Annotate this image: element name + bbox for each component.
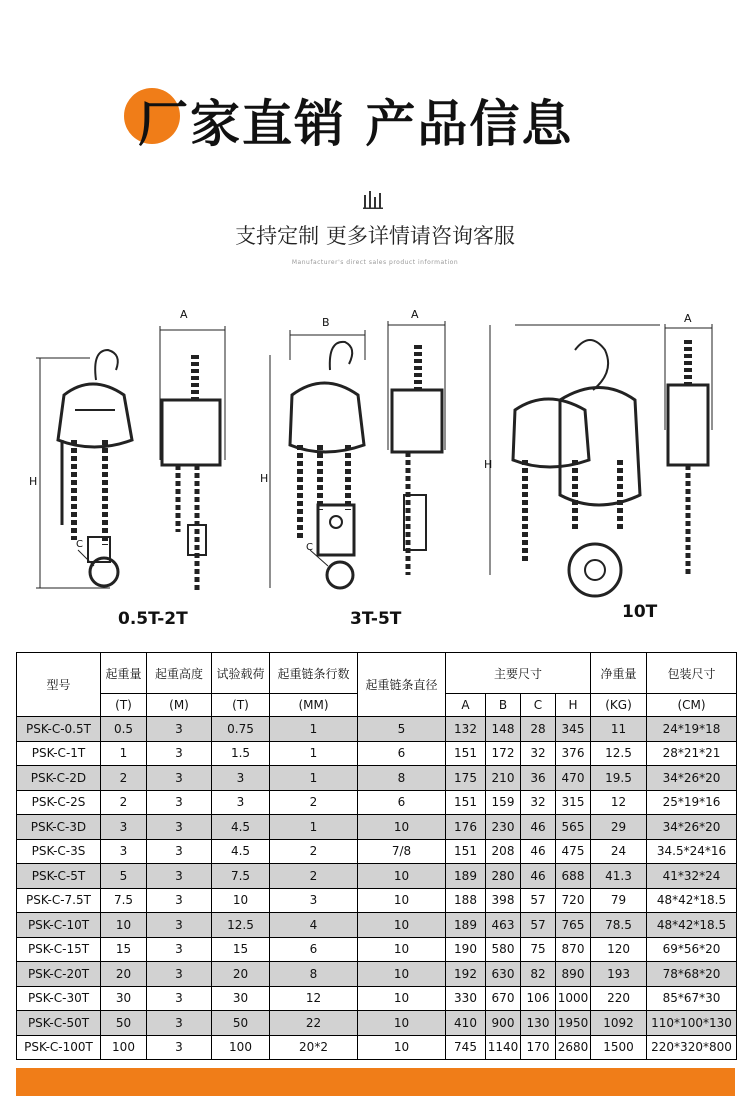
table-cell: 85*67*30 (647, 986, 737, 1011)
table-cell: 565 (556, 815, 591, 840)
table-cell: PSK-C-20T (17, 962, 101, 987)
table-cell: 6 (270, 937, 358, 962)
table-cell: 720 (556, 888, 591, 913)
unit-height: (M) (147, 694, 212, 717)
table-cell: 110*100*130 (647, 1011, 737, 1036)
unit-c: C (521, 694, 556, 717)
table-cell: 745 (446, 1035, 486, 1060)
table-cell: 2 (101, 790, 147, 815)
unit-weight: (KG) (591, 694, 647, 717)
spec-table (16, 652, 737, 1060)
table-cell: 189 (446, 864, 486, 889)
table-cell: 3 (147, 888, 212, 913)
table-cell: 176 (446, 815, 486, 840)
table-cell: 10 (358, 864, 446, 889)
dim-label: A (684, 312, 692, 325)
table-cell: 132 (446, 717, 486, 742)
table-row (17, 839, 737, 864)
table-cell: 3 (147, 913, 212, 938)
dim-label: A (180, 308, 188, 321)
diagram-caption-3: 10T (622, 602, 658, 622)
table-cell: 1092 (591, 1011, 647, 1036)
table-cell: 20 (212, 962, 270, 987)
table-cell: 175 (446, 766, 486, 791)
table-cell: 3 (101, 839, 147, 864)
table-cell: 29 (591, 815, 647, 840)
table-cell: 20 (101, 962, 147, 987)
header-chain-dia: 起重链条直径 (358, 653, 446, 717)
hoist-front-view-2 (270, 330, 365, 588)
table-row (17, 913, 737, 938)
header-chain-lines: 起重链条行数 (270, 653, 358, 694)
table-cell: 148 (486, 717, 521, 742)
table-cell: 3 (270, 888, 358, 913)
table-cell: 280 (486, 864, 521, 889)
table-cell: 3 (147, 1035, 212, 1060)
table-cell: 10 (358, 815, 446, 840)
table-cell: 3 (147, 962, 212, 987)
table-cell: 10 (358, 1035, 446, 1060)
header-weight: 净重量 (591, 653, 647, 694)
table-row (17, 1035, 737, 1060)
hoist-diagrams (0, 300, 750, 645)
page-title: 厂家直销 产品信息 (138, 95, 574, 153)
table-cell: 345 (556, 717, 591, 742)
unit-a: A (446, 694, 486, 717)
table-row (17, 717, 737, 742)
spec-table-body (17, 717, 737, 1060)
table-cell: 470 (556, 766, 591, 791)
unit-pack: (CM) (647, 694, 737, 717)
hoist-front-view-1 (36, 350, 132, 588)
table-cell: 765 (556, 913, 591, 938)
table-cell: 5 (101, 864, 147, 889)
table-cell: 30 (101, 986, 147, 1011)
dim-label: A (411, 308, 419, 321)
table-cell: 376 (556, 741, 591, 766)
table-cell: 7/8 (358, 839, 446, 864)
table-cell: 1500 (591, 1035, 647, 1060)
dim-label: H (484, 458, 493, 471)
table-cell: 7.5 (212, 864, 270, 889)
table-row (17, 815, 737, 840)
table-cell: 1 (270, 766, 358, 791)
header-section (0, 0, 750, 300)
table-row (17, 864, 737, 889)
table-cell: 900 (486, 1011, 521, 1036)
table-cell: PSK-C-2D (17, 766, 101, 791)
dim-label: C (306, 542, 313, 553)
table-cell: PSK-C-3S (17, 839, 101, 864)
table-row (17, 962, 737, 987)
table-cell: 25*19*16 (647, 790, 737, 815)
table-cell: 2 (270, 790, 358, 815)
table-cell: 6 (358, 790, 446, 815)
table-cell: 870 (556, 937, 591, 962)
table-cell: 10 (101, 913, 147, 938)
table-cell: 3 (147, 790, 212, 815)
table-cell: PSK-C-30T (17, 986, 101, 1011)
table-cell: 28 (521, 717, 556, 742)
table-cell: 10 (358, 1011, 446, 1036)
table-cell: 6 (358, 741, 446, 766)
table-cell: 1 (270, 815, 358, 840)
table-cell: 3 (147, 839, 212, 864)
table-cell: 3 (147, 741, 212, 766)
table-cell: 10 (358, 913, 446, 938)
table-cell: 475 (556, 839, 591, 864)
table-cell: 22 (270, 1011, 358, 1036)
table-cell: 2 (270, 864, 358, 889)
table-cell: 189 (446, 913, 486, 938)
dim-label: H (29, 475, 38, 488)
table-cell: 463 (486, 913, 521, 938)
table-cell: 7.5 (101, 888, 147, 913)
unit-b: B (486, 694, 521, 717)
table-cell: 630 (486, 962, 521, 987)
table-cell: 12 (591, 790, 647, 815)
table-cell: 57 (521, 888, 556, 913)
table-cell: 220*320*800 (647, 1035, 737, 1060)
table-row (17, 1011, 737, 1036)
table-cell: 130 (521, 1011, 556, 1036)
table-cell: 15 (212, 937, 270, 962)
table-cell: 3 (147, 766, 212, 791)
table-cell: 34*26*20 (647, 815, 737, 840)
table-cell: 4.5 (212, 815, 270, 840)
table-cell: 12.5 (212, 913, 270, 938)
table-row (17, 986, 737, 1011)
table-cell: 220 (591, 986, 647, 1011)
table-cell: PSK-C-0.5T (17, 717, 101, 742)
table-cell: 34*26*20 (647, 766, 737, 791)
header-pack: 包装尺寸 (647, 653, 737, 694)
table-cell: 330 (446, 986, 486, 1011)
table-cell: 100 (101, 1035, 147, 1060)
table-cell: 688 (556, 864, 591, 889)
table-cell: 3 (147, 986, 212, 1011)
table-cell: 4 (270, 913, 358, 938)
table-cell: 41.3 (591, 864, 647, 889)
table-cell: 3 (101, 815, 147, 840)
table-cell: 10 (358, 986, 446, 1011)
table-cell: 3 (147, 864, 212, 889)
table-cell: 1 (270, 741, 358, 766)
table-cell: 230 (486, 815, 521, 840)
hoist-side-view-2 (388, 321, 445, 575)
table-cell: 46 (521, 815, 556, 840)
table-cell: 10 (358, 888, 446, 913)
table-cell: 3 (147, 937, 212, 962)
table-cell: 19.5 (591, 766, 647, 791)
table-cell: 4.5 (212, 839, 270, 864)
header-dims: 主要尺寸 (446, 653, 591, 694)
table-cell: 580 (486, 937, 521, 962)
table-cell: 3 (212, 790, 270, 815)
table-cell: 20*2 (270, 1035, 358, 1060)
table-cell: 57 (521, 913, 556, 938)
table-cell: 24*19*18 (647, 717, 737, 742)
table-cell: 0.5 (101, 717, 147, 742)
table-cell: 410 (446, 1011, 486, 1036)
table-cell: 193 (591, 962, 647, 987)
table-cell: 3 (147, 1011, 212, 1036)
table-cell: 890 (556, 962, 591, 987)
table-cell: 670 (486, 986, 521, 1011)
table-cell: 10 (358, 937, 446, 962)
table-cell: 159 (486, 790, 521, 815)
table-cell: 3 (147, 717, 212, 742)
table-cell: 50 (212, 1011, 270, 1036)
table-cell: PSK-C-3D (17, 815, 101, 840)
table-cell: PSK-C-7.5T (17, 888, 101, 913)
table-cell: 24 (591, 839, 647, 864)
table-cell: 32 (521, 741, 556, 766)
table-cell: 188 (446, 888, 486, 913)
table-cell: 78*68*20 (647, 962, 737, 987)
subtitle: 支持定制 更多详情请咨询客服 (235, 224, 515, 248)
table-cell: 0.75 (212, 717, 270, 742)
header-model: 型号 (17, 653, 101, 717)
table-cell: PSK-C-2S (17, 790, 101, 815)
table-cell: 41*32*24 (647, 864, 737, 889)
table-cell: 208 (486, 839, 521, 864)
header-load: 起重量 (101, 653, 147, 694)
table-cell: 190 (446, 937, 486, 962)
table-cell: 120 (591, 937, 647, 962)
table-cell: 36 (521, 766, 556, 791)
table-cell: 151 (446, 790, 486, 815)
table-cell: PSK-C-10T (17, 913, 101, 938)
unit-chain-lines: (MM) (270, 694, 358, 717)
diagram-caption-1: 0.5T-2T (118, 609, 188, 629)
table-cell: 32 (521, 790, 556, 815)
table-cell: 30 (212, 986, 270, 1011)
hoist-side-view-1 (160, 326, 225, 590)
table-cell: 28*21*21 (647, 741, 737, 766)
unit-h: H (556, 694, 591, 717)
table-cell: PSK-C-15T (17, 937, 101, 962)
table-cell: 75 (521, 937, 556, 962)
tiny-caption: Manufacturer's direct sales product information (291, 259, 459, 266)
table-cell: 46 (521, 839, 556, 864)
table-cell: 192 (446, 962, 486, 987)
table-cell: 82 (521, 962, 556, 987)
table-cell: 2 (270, 839, 358, 864)
table-row (17, 790, 737, 815)
table-row (17, 937, 737, 962)
table-cell: 1000 (556, 986, 591, 1011)
table-cell: 46 (521, 864, 556, 889)
table-cell: 5 (358, 717, 446, 742)
unit-load: (T) (101, 694, 147, 717)
table-cell: 210 (486, 766, 521, 791)
table-cell: 398 (486, 888, 521, 913)
table-cell: PSK-C-50T (17, 1011, 101, 1036)
table-cell: 1140 (486, 1035, 521, 1060)
table-cell: PSK-C-100T (17, 1035, 101, 1060)
hoist-side-view-3 (665, 324, 712, 575)
table-cell: 10 (212, 888, 270, 913)
dim-label: H (260, 472, 269, 485)
table-cell: 69*56*20 (647, 937, 737, 962)
diagram-caption-2: 3T-5T (350, 609, 402, 629)
table-cell: 106 (521, 986, 556, 1011)
table-cell: 1 (270, 717, 358, 742)
table-cell: 79 (591, 888, 647, 913)
dim-label: B (322, 316, 330, 329)
table-cell: 315 (556, 790, 591, 815)
hoist-drawings (0, 300, 750, 645)
table-cell: 151 (446, 741, 486, 766)
table-cell: 170 (521, 1035, 556, 1060)
table-cell: 12 (270, 986, 358, 1011)
table-cell: 8 (358, 766, 446, 791)
hoist-front-view-3 (490, 325, 660, 596)
table-cell: 2 (101, 766, 147, 791)
table-cell: 2680 (556, 1035, 591, 1060)
table-cell: 34.5*24*16 (647, 839, 737, 864)
table-cell: 172 (486, 741, 521, 766)
table-cell: 12.5 (591, 741, 647, 766)
table-cell: PSK-C-5T (17, 864, 101, 889)
table-cell: 1950 (556, 1011, 591, 1036)
table-cell: 8 (270, 962, 358, 987)
table-cell: 151 (446, 839, 486, 864)
dim-label: C (76, 539, 83, 550)
table-cell: 10 (358, 962, 446, 987)
table-cell: 1.5 (212, 741, 270, 766)
table-cell: 48*42*18.5 (647, 888, 737, 913)
table-cell: 3 (147, 815, 212, 840)
table-row (17, 766, 737, 791)
table-cell: 100 (212, 1035, 270, 1060)
table-cell: 15 (101, 937, 147, 962)
table-row (17, 741, 737, 766)
header-height: 起重高度 (147, 653, 212, 694)
table-row (17, 888, 737, 913)
table-cell: 48*42*18.5 (647, 913, 737, 938)
header-test-load: 试验载荷 (212, 653, 270, 694)
unit-test-load: (T) (212, 694, 270, 717)
table-cell: 3 (212, 766, 270, 791)
bars-icon (363, 189, 385, 209)
table-cell: 1 (101, 741, 147, 766)
table-cell: 78.5 (591, 913, 647, 938)
bottom-orange-bar (16, 1068, 735, 1096)
table-cell: 50 (101, 1011, 147, 1036)
table-cell: PSK-C-1T (17, 741, 101, 766)
table-cell: 11 (591, 717, 647, 742)
